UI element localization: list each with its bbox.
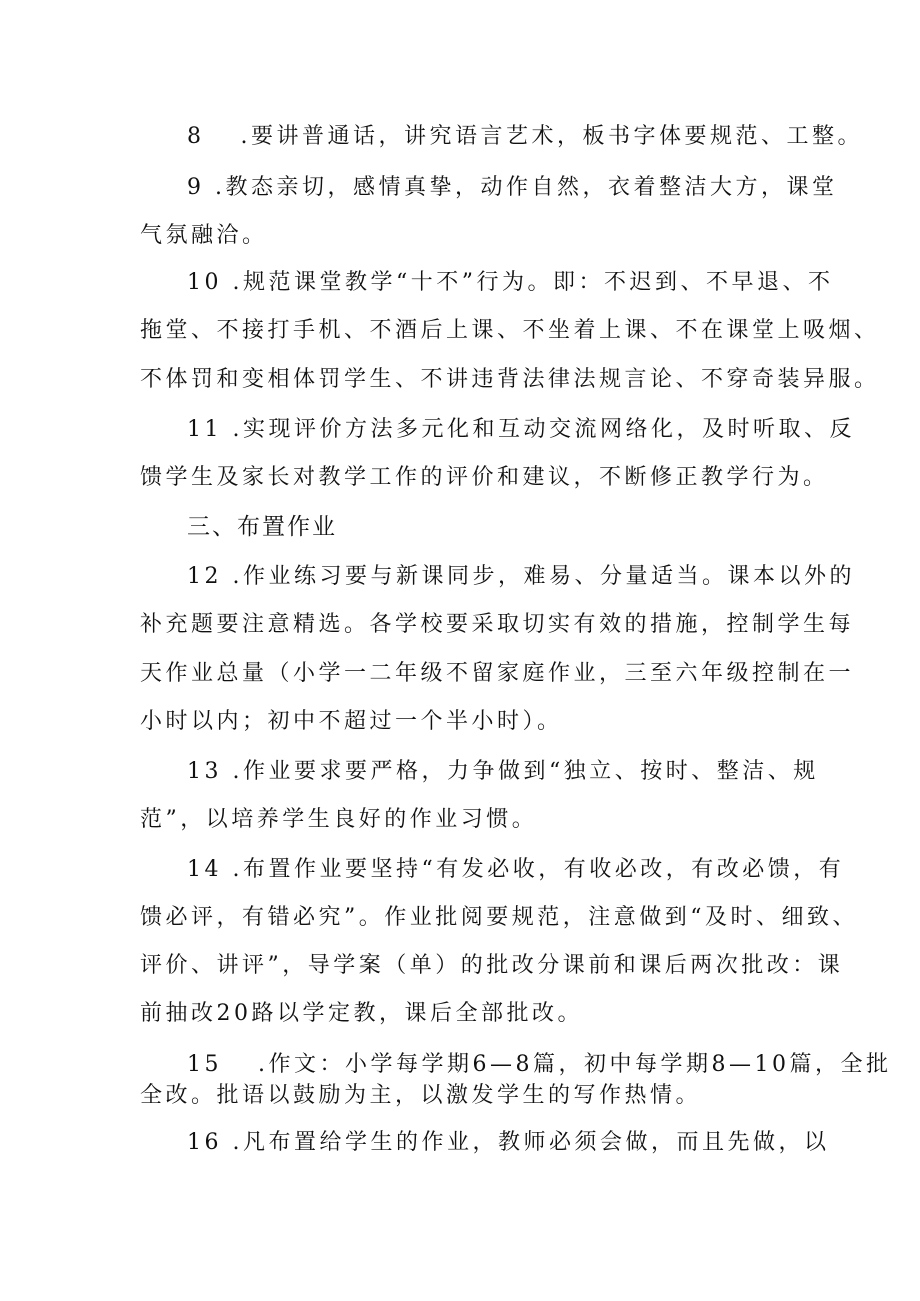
text-line: 全改。批语以鼓励为主，以激发学生的写作热情。 [140,1083,702,1108]
text-line: 气氛融洽。 [140,223,268,248]
text-line: 14 .布置作业要坚持“有发必收，有收必改，有改必馈，有 [187,857,845,882]
text-line: 10 .规范课堂教学“十不”行为。即：不迟到、不早退、不 [187,270,834,295]
text-line: 8 .要讲普通话，讲究语言艺术，板书字体要规范、工整。 [187,124,863,149]
text-line: 补充题要注意精选。各学校要采取切实有效的措施，控制学生每 [140,612,855,637]
text-line: 13 .作业要求要严格，力争做到“独立、按时、整洁、规 [187,759,819,784]
text-line: 11 .实现评价方法多元化和互动交流网络化，及时听取、反 [187,417,855,442]
text-line: 9 .教态亲切，感情真挚，动作自然，衣着整洁大方，课堂 [187,175,838,200]
text-line: 馈学生及家长对教学工作的评价和建议，不断修正教学行为。 [140,465,829,490]
text-line: 12 .作业练习要与新课同步，难易、分量适当。课本以外的 [187,564,855,589]
text-line: 天作业总量（小学一二年级不留家庭作业，三至六年级控制在一 [140,661,855,686]
text-line: 前抽改20路以学定教，课后全部批改。 [140,1001,583,1026]
text-line: 小时以内；初中不超过一个半小时）。 [140,709,563,734]
text-line: 不体罚和变相体罚学生、不讲违背法律法规言论、不穿奇装异服。 [140,367,880,392]
text-line: 评价、讲评”，导学案（单）的批改分课前和课后两次批改：课 [140,953,844,978]
text-line: 馈必评，有错必究”。作业批阅要规范，注意做到“及时、细致、 [140,905,858,930]
section-title: 三、布置作业 [187,514,337,540]
text-line: 拖堂、不接打手机、不酒后上课、不坐着上课、不在课堂上吸烟、 [140,318,880,343]
text-line: 范”，以培养学生良好的作业习惯。 [140,807,538,832]
text-line: 15 .作文：小学每学期6—8篇，初中每学期8—10篇，全批 [187,1052,892,1077]
text-line: 16 .凡布置给学生的作业，教师必须会做，而且先做，以 [187,1130,830,1155]
